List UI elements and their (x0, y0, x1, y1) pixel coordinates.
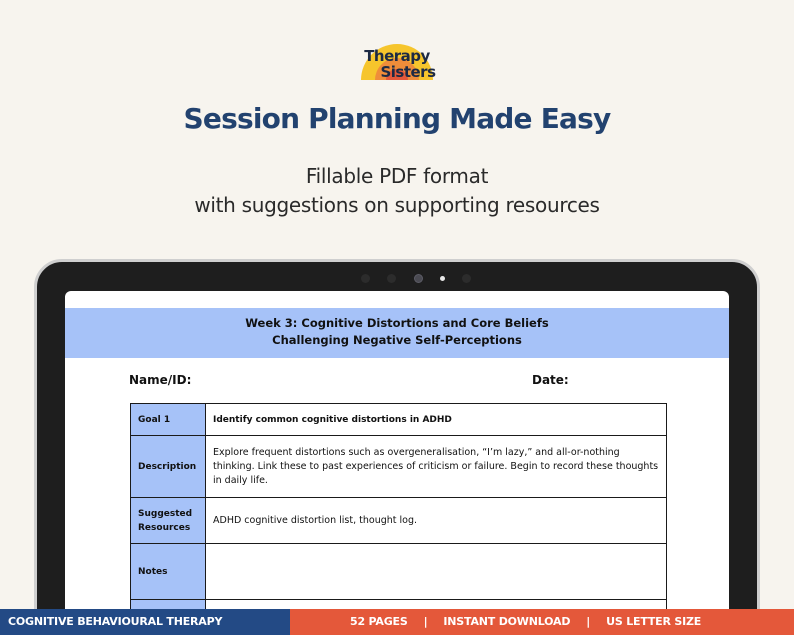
camera-dot-icon (387, 274, 396, 283)
name-id-label: Name/ID: (129, 373, 192, 387)
footer-pages: 52 PAGES (350, 615, 408, 628)
camera-dot-icon (361, 274, 370, 283)
tablet-screen (65, 291, 729, 621)
date-label: Date: (532, 373, 569, 387)
table-row (131, 544, 667, 600)
table-row (131, 436, 667, 498)
description-label: Description (131, 436, 206, 498)
footer-separator: | (586, 615, 591, 628)
week-title: Week 3: Cognitive Distortions and Core Beliefs (245, 316, 549, 330)
table-row (131, 404, 667, 436)
footer-download: INSTANT DOWNLOAD (443, 615, 571, 628)
footer-category: COGNITIVE BEHAVIOURAL THERAPY (0, 609, 290, 635)
notes-label: Notes (131, 544, 206, 600)
suggested-resources-field[interactable]: ADHD cognitive distortion list, thought log. (206, 498, 667, 544)
logo-text-line2: Sisters (380, 63, 436, 81)
goal-label: Goal 1 (131, 404, 206, 436)
table-row (131, 498, 667, 544)
tablet-camera-bar (361, 272, 471, 284)
description-field[interactable]: Explore frequent distortions such as overgeneralisation, “I’m lazy,” and all-or-nothing thinking. Link these to past experiences of criticism or failure. Begin to record these thoughts in daily life. (206, 436, 667, 498)
week-subtitle: Challenging Negative Self-Perceptions (272, 333, 522, 347)
camera-dot-icon (462, 274, 471, 283)
week-banner (65, 308, 729, 358)
logo-text-line1: Therapy (364, 47, 430, 65)
session-plan-table (130, 403, 667, 620)
camera-led-icon (440, 276, 445, 281)
therapy-sisters-logo (346, 36, 448, 86)
subheadline-line2: with suggestions on supporting resources (194, 193, 600, 217)
headline: Session Planning Made Easy (183, 102, 611, 135)
notes-field[interactable] (206, 544, 667, 600)
subheadline-line1: Fillable PDF format (305, 164, 489, 188)
suggested-resources-label: Suggested Resources (131, 498, 206, 544)
camera-lens-icon (414, 274, 423, 283)
footer-size: US LETTER SIZE (606, 615, 702, 628)
footer-separator: | (423, 615, 428, 628)
goal-field[interactable]: Identify common cognitive distortions in ADHD (206, 404, 667, 436)
footer-banner (0, 609, 794, 635)
footer-features (290, 609, 794, 635)
